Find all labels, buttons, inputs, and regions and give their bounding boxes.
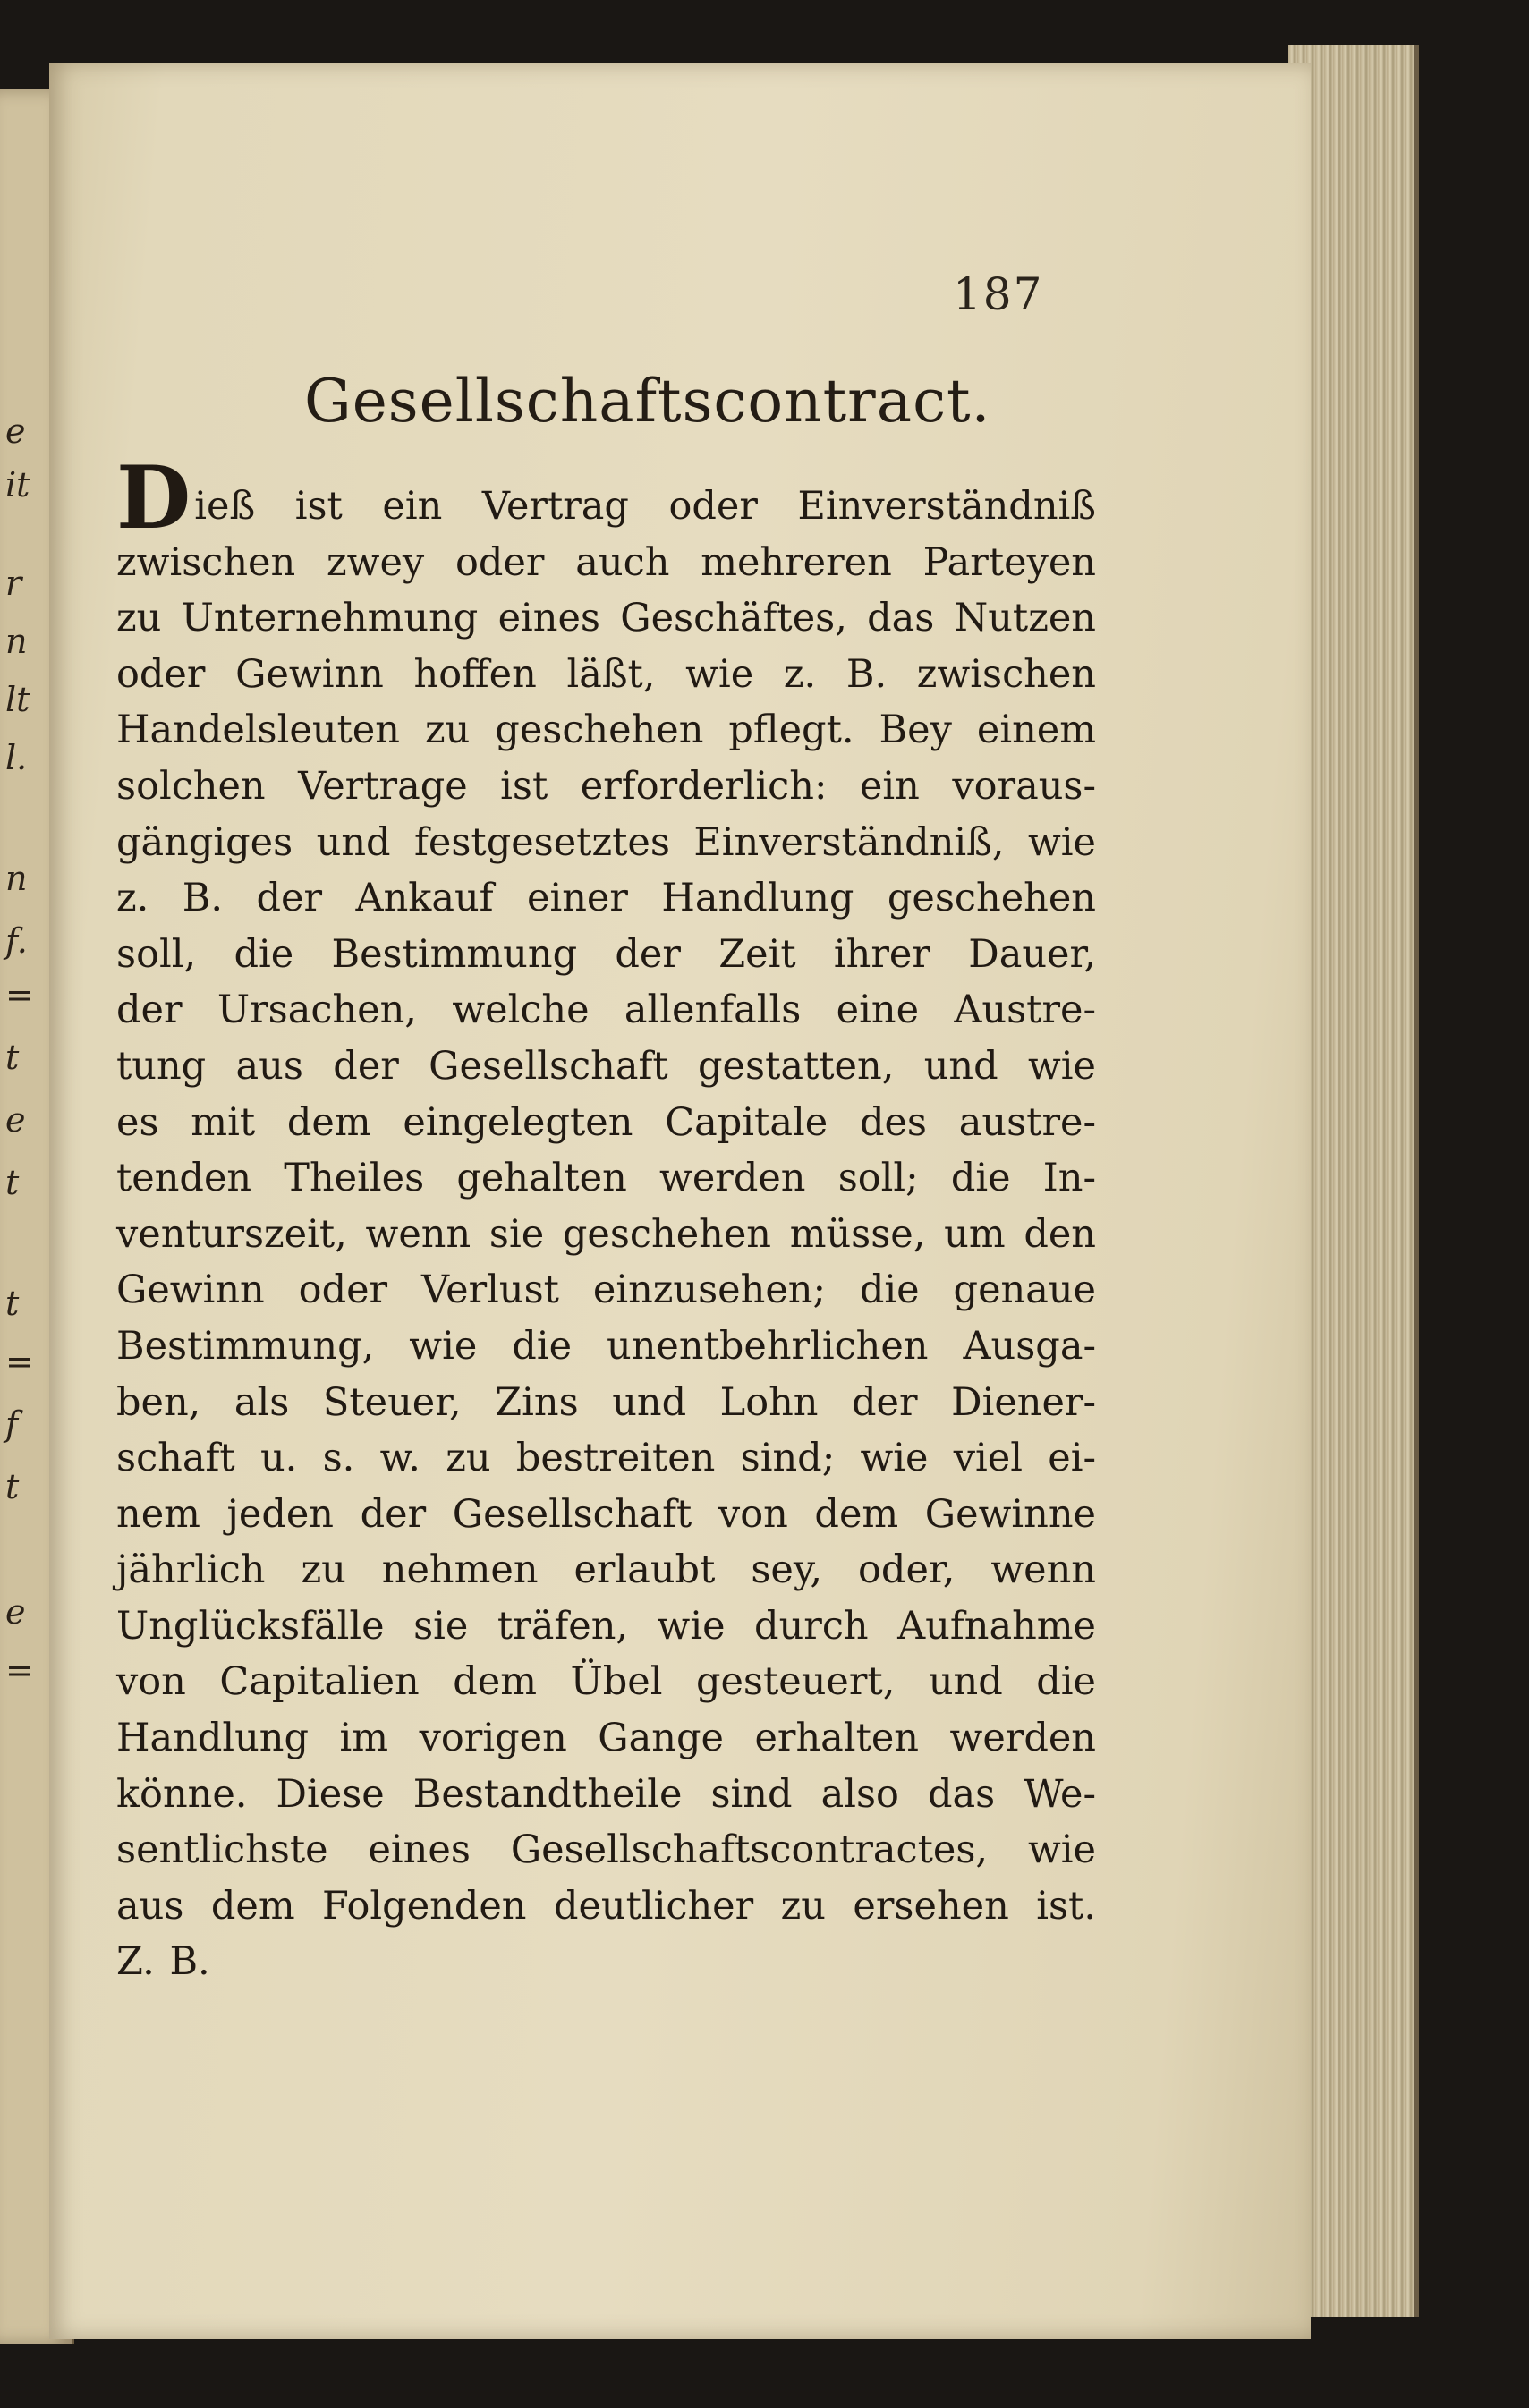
left-page-fragment: lt: [5, 680, 30, 719]
left-page-fragment: t: [5, 1038, 20, 1077]
left-page-fragment: f: [5, 1404, 19, 1444]
text-line: zwischen zwey oder auch mehreren Parteyen: [116, 539, 1096, 585]
text-line: schaft u. s. w. zu bestreiten sind; wie viel ei-: [116, 1436, 1096, 1481]
left-page-fragment: =: [5, 1342, 34, 1381]
text-line: Bestimmung, wie die unentbehrlichen Ausga-: [116, 1323, 1096, 1369]
left-page-fragment: e: [5, 411, 26, 451]
left-page-fragment: e: [5, 1592, 26, 1632]
text-line: es mit dem eingelegten Capitale des austre-: [116, 1099, 1096, 1145]
text-line: solchen Vertrage ist erforderlich: ein voraus-: [116, 763, 1096, 809]
text-line: ben, als Steuer, Zins und Lohn der Diener-: [116, 1379, 1096, 1425]
left-page-fragment: f.: [5, 921, 28, 961]
page-title: Gesellschaftscontract.: [304, 367, 991, 436]
text-line: könne. Diese Bestandtheile sind also das We-: [116, 1771, 1096, 1817]
text-line: aus dem Folgenden deutlicher zu ersehen ist.: [116, 1883, 1096, 1929]
text-line: tenden Theiles gehalten werden soll; die In-: [116, 1156, 1096, 1201]
text-line: soll, die Bestimmung der Zeit ihrer Dauer,: [116, 931, 1096, 977]
drop-cap: D: [116, 447, 191, 548]
text-line: von Capitalien dem Übel gesteuert, und die: [116, 1659, 1096, 1705]
text-line: venturszeit, wenn sie geschehen müsse, um den: [116, 1211, 1096, 1257]
left-page-fragment: r: [5, 564, 22, 603]
text-line: Unglücksfälle sie träfen, wie durch Aufnahme: [116, 1603, 1096, 1649]
text-line: der Ursachen, welche allenfalls eine Austre-: [116, 988, 1096, 1033]
left-page-fragment: t: [5, 1284, 20, 1323]
text-line: Gewinn oder Verlust einzusehen; die genaue: [116, 1268, 1096, 1313]
text-line: tung aus der Gesellschaft gestatten, und wie: [116, 1043, 1096, 1089]
left-page-fragment: t: [5, 1163, 20, 1202]
text-line: Dieß ist ein Vertrag oder Einverständniß: [116, 447, 1096, 548]
left-page-fragment: e: [5, 1100, 26, 1140]
text-line: sentlichste eines Gesellschaftscontractes, wie: [116, 1827, 1096, 1873]
left-page-fragment: =: [5, 1650, 34, 1690]
text-line: zu Unternehmung eines Geschäftes, das Nutzen: [116, 596, 1096, 641]
text-line: z. B. der Ankauf einer Handlung geschehen: [116, 876, 1096, 921]
left-page-fragment: it: [5, 465, 30, 504]
text-line: jährlich zu nehmen erlaubt sey, oder, wenn: [116, 1547, 1096, 1593]
body-paragraph: [116, 447, 1096, 1990]
left-page-fragment: t: [5, 1467, 20, 1506]
left-page-fragment: n: [5, 859, 28, 898]
left-page-fragment: n: [5, 622, 28, 661]
text-line: nem jeden der Gesellschaft von dem Gewinne: [116, 1491, 1096, 1537]
text-line: gängiges und festgesetztes Einverständniß, wie: [116, 819, 1096, 865]
text-line: Handlung im vorigen Gange erhalten werden: [116, 1716, 1096, 1761]
text-line: Handelsleuten zu geschehen pflegt. Bey einem: [116, 708, 1096, 753]
left-page-fragment: =: [5, 975, 34, 1014]
text-line: oder Gewinn hoffen läßt, wie z. B. zwischen: [116, 651, 1096, 697]
page-number: 187: [953, 268, 1044, 320]
left-page-fragment: l.: [5, 738, 28, 777]
text-line: Z. B.: [116, 1939, 210, 1985]
